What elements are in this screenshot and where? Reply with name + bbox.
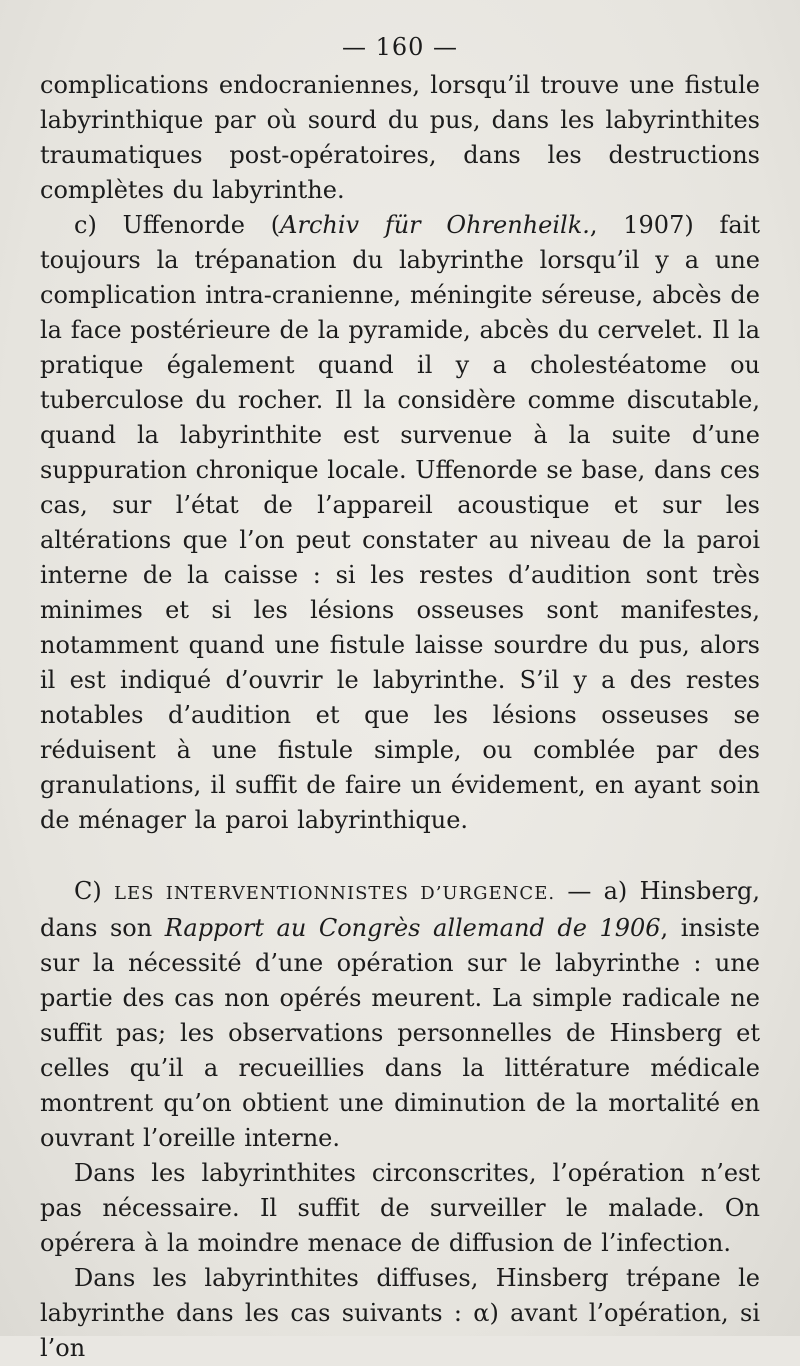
paragraph-continuation: complications endocraniennes, lorsqu’il trouve une fistule labyrinthique par où sourd du pus, dans les labyrinthites traumatiques post-opératoires, dans les destructions complètes du labyrinthe. <box>40 71 760 204</box>
paragraph-diffuses: Dans les labyrinthites diffuses, Hinsberg trépane le labyrinthe dans les cas suivants : α) avant l’opération, si l’on <box>40 1264 760 1362</box>
uffenorde-lead: c) Uffenorde ( <box>74 211 281 239</box>
uffenorde-text: , 1907) fait toujours la trépanation du labyrinthe lorsqu’il y a une complication intra-cranienne, méningite séreuse, abcès de la face postérieure de la pyramide, abcès du cervelet. Il la pratique également quand il y a cholestéatome ou tuberculose du rocher. Il la considère comme discutable, quand la labyrinthite est survenue à la suite d’une suppuration chronique locale. Uffenorde se base, dans ces cas, sur l’état de l’appareil acoustique et sur les altérations que l’on peut constater au niveau de la paroi interne de la caisse : si les restes d’audition sont très minimes et si les lésions osseuses sont manifestes, notamment quand une fistule laisse sourdre du pus, alors il est indiqué d’ouvrir le labyrinthe. S’il y a des restes notables d’audition et que les lésions osseuses se réduisent à une fistule simple, ou comblée par des granulations, il suffit de faire un évidement, en ayant soin de ménager la paroi labyrinthique. <box>40 211 760 834</box>
paragraph-circonscrites: Dans les labyrinthites circonscrites, l’opération n’est pas nécessaire. Il suffit de surveiller le malade. On opérera à la moindre menace de diffusion de l’infection. <box>40 1159 760 1257</box>
uffenorde-citation-title: Archiv für Ohrenheilk. <box>280 211 590 239</box>
paragraph-section-c <box>40 874 760 1156</box>
hinsberg-report-title: Rapport au Congrès allemand de 1906 <box>164 914 661 942</box>
section-c-lead: — a) Hinsberg, dans son <box>40 877 760 942</box>
section-c-text: , insiste sur la nécessité d’une opération sur le labyrinthe : une partie des cas non opérés meurent. La simple radicale ne suffit pas; les observations personnelles de Hinsberg et celles qu’il a recueillies dans la littérature médicale montrent qu’on obtient une diminution de la mortalité en ouvrant l’oreille interne. <box>40 914 760 1152</box>
section-spacer <box>40 838 760 874</box>
section-heading: LES INTERVENTIONNISTES D’URGENCE. <box>114 883 556 904</box>
paragraph-uffenorde <box>40 208 760 838</box>
page-number: — 160 — <box>341 33 459 61</box>
section-label: C) <box>74 877 102 905</box>
